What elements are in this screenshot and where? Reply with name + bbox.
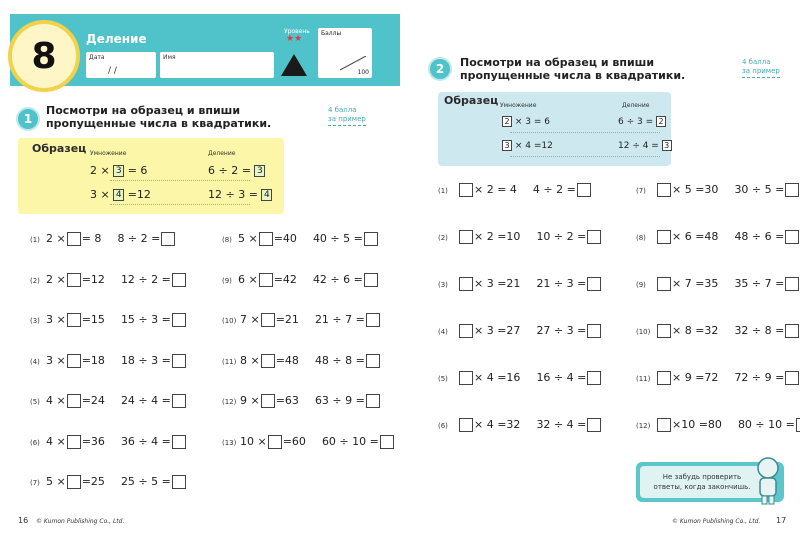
answer-box[interactable] <box>261 394 275 408</box>
answer-box[interactable] <box>172 435 186 449</box>
answer-box[interactable] <box>796 418 800 432</box>
answer-box[interactable] <box>459 277 473 291</box>
problem-row <box>438 371 602 385</box>
problem-division: 48 ÷ 8 = <box>314 353 365 367</box>
problem-number: (5) <box>30 398 40 406</box>
problem-number: (10) <box>222 317 237 325</box>
answer-box[interactable] <box>785 371 799 385</box>
problem-row <box>438 183 592 197</box>
problem-row <box>30 313 187 327</box>
right-copyright: © Kumon Publishing Co., Ltd. <box>672 518 761 525</box>
answer-box[interactable] <box>259 232 273 246</box>
problem-division: 18 ÷ 3 = <box>120 353 171 367</box>
problem-product: =63 <box>275 394 299 407</box>
problem-division: 42 ÷ 6 = <box>312 272 363 286</box>
answer-box[interactable] <box>785 277 799 291</box>
example-1-box: Образец Умножение Деление 2 × 3 = 6 6 ÷ 2 = 3 3 × 4 =12 12 ÷ 3 = 4 <box>18 138 284 214</box>
unit-title: Деление <box>86 32 147 46</box>
problem-row <box>30 354 187 368</box>
problem-division: 60 ÷ 10 = <box>321 434 379 448</box>
problem-row <box>222 435 395 449</box>
problem-division: 10 ÷ 2 = <box>536 230 587 243</box>
problem-division: 8 ÷ 2 = <box>117 232 161 245</box>
answer-box[interactable] <box>785 230 799 244</box>
problem-product: =12 <box>81 272 105 286</box>
answer-box[interactable] <box>366 394 380 408</box>
problem-row <box>222 394 381 408</box>
problem-multiplicand: 7 × <box>240 313 260 326</box>
problem-product: × 3 =21 <box>474 277 521 290</box>
name-field[interactable]: Имя <box>160 52 274 78</box>
problem-product: × 2 = 4 <box>474 183 517 196</box>
problem-product: ×10 =80 <box>672 418 722 431</box>
problem-division: 80 ÷ 10 = <box>737 418 795 431</box>
problem-product: × 9 =72 <box>672 371 719 384</box>
example-2-box: Образец Умножение Деление 2 × 3 = 6 6 ÷ 3 = 2 3 × 4 =12 12 ÷ 4 = 3 <box>438 92 671 166</box>
problem-number: (9) <box>636 281 646 289</box>
problem-number: (10) <box>636 328 651 336</box>
problem-multiplicand: 8 × <box>240 353 260 367</box>
problem-number: (13) <box>222 438 237 447</box>
problem-row <box>30 475 187 489</box>
problem-number: (12) <box>222 398 237 406</box>
problem-number: (8) <box>222 236 232 244</box>
left-page-number: 16 <box>18 516 29 525</box>
problem-row <box>636 324 800 338</box>
problem-product: =24 <box>81 394 105 407</box>
problem-row <box>438 324 602 338</box>
problem-number: (3) <box>438 281 448 289</box>
problem-division: 63 ÷ 9 = <box>314 394 365 407</box>
problem-product: × 7 =35 <box>672 277 719 290</box>
task-1-points: 4 балла за пример <box>328 106 366 126</box>
answer-box[interactable] <box>67 354 81 368</box>
problem-product: =25 <box>81 475 105 488</box>
answer-box[interactable] <box>172 394 186 408</box>
problem-product: =18 <box>81 353 105 367</box>
problem-division: 25 ÷ 5 = <box>120 475 171 488</box>
problem-division: 35 ÷ 7 = <box>734 277 785 290</box>
answer-box[interactable] <box>67 232 81 246</box>
problem-multiplicand: 2 × <box>46 272 66 286</box>
problem-number: (1) <box>30 236 40 244</box>
problem-division: 15 ÷ 3 = <box>120 313 171 326</box>
answer-box[interactable] <box>172 354 186 368</box>
task-1-instructions: Посмотри на образец и впиши пропущенные числа в квадратики. <box>46 104 272 130</box>
problem-division: 21 ÷ 3 = <box>536 277 587 290</box>
problem-number: (2) <box>30 276 40 285</box>
problem-number: (6) <box>438 422 448 430</box>
problem-row <box>636 371 800 385</box>
problem-row <box>438 230 602 244</box>
problem-product: =36 <box>81 434 105 448</box>
answer-box[interactable] <box>657 183 671 197</box>
answer-box[interactable] <box>785 324 799 338</box>
answer-box[interactable] <box>67 475 81 489</box>
answer-box[interactable] <box>261 354 275 368</box>
problem-division: 12 ÷ 2 = <box>120 272 171 286</box>
problem-row <box>636 183 800 197</box>
answer-box[interactable] <box>172 475 186 489</box>
problem-multiplicand: 4 × <box>46 434 66 448</box>
problem-product: =40 <box>273 232 297 245</box>
answer-box[interactable] <box>364 232 378 246</box>
answer-box[interactable] <box>366 313 380 327</box>
problem-multiplicand: 3 × <box>46 313 66 326</box>
problem-number: (4) <box>30 357 40 366</box>
answer-box[interactable] <box>459 324 473 338</box>
answer-box[interactable] <box>577 183 591 197</box>
problem-row <box>30 273 187 287</box>
score-box[interactable]: Баллы 100 <box>318 28 372 78</box>
problem-division: 32 ÷ 8 = <box>734 324 785 337</box>
task-1-badge: 1 <box>16 107 40 131</box>
problem-number: (3) <box>30 317 40 325</box>
problem-number: (2) <box>438 234 448 242</box>
problem-multiplicand: 3 × <box>46 353 66 367</box>
right-page-number: 17 <box>776 516 787 525</box>
problem-number: (7) <box>30 479 40 487</box>
problem-product: × 4 =16 <box>474 371 521 384</box>
answer-box[interactable] <box>67 313 81 327</box>
date-field[interactable]: Дата / / <box>86 52 156 78</box>
task-2-instructions: Посмотри на образец и впиши пропущенные числа в квадратики. <box>460 56 686 82</box>
problem-division: 36 ÷ 4 = <box>120 434 171 448</box>
problem-row <box>636 277 800 291</box>
answer-box[interactable] <box>366 354 380 368</box>
problem-number: (4) <box>438 328 448 336</box>
problem-multiplicand: 9 × <box>240 394 260 407</box>
problem-multiplicand: 2 × <box>46 232 66 245</box>
problem-number: (1) <box>438 187 448 195</box>
answer-box[interactable] <box>67 273 81 287</box>
problem-row <box>222 273 379 287</box>
problem-number: (6) <box>30 438 40 447</box>
problem-product: = 8 <box>81 232 102 245</box>
answer-box[interactable] <box>459 371 473 385</box>
problem-division: 40 ÷ 5 = <box>312 232 363 245</box>
problem-division: 48 ÷ 6 = <box>734 230 785 243</box>
problem-division: 16 ÷ 4 = <box>536 371 587 384</box>
problem-division: 24 ÷ 4 = <box>120 394 171 407</box>
level-stars: ★★ <box>286 34 303 44</box>
problem-product: =60 <box>282 434 306 448</box>
answer-box[interactable] <box>587 230 601 244</box>
problem-product: × 2 =10 <box>474 230 521 243</box>
problem-row <box>222 354 381 368</box>
problem-number: (7) <box>636 187 646 195</box>
level-label: Уровень <box>284 28 310 35</box>
reminder-note: Не забудь проверить ответы, когда закончишь. <box>636 462 784 502</box>
answer-box[interactable] <box>587 418 601 432</box>
problem-product: =21 <box>275 313 299 326</box>
answer-box[interactable] <box>657 277 671 291</box>
problem-division: 72 ÷ 9 = <box>734 371 785 384</box>
problem-row <box>222 313 381 327</box>
task-2-badge: 2 <box>428 57 452 81</box>
answer-box[interactable] <box>364 273 378 287</box>
problem-division: 30 ÷ 5 = <box>734 183 785 196</box>
answer-box[interactable] <box>67 435 81 449</box>
task-2-points: 4 балла за пример <box>742 58 780 78</box>
problem-row <box>438 277 602 291</box>
answer-box[interactable] <box>785 183 799 197</box>
answer-box[interactable] <box>459 183 473 197</box>
answer-box[interactable] <box>657 418 671 432</box>
unit-number-badge: 8 <box>8 20 80 92</box>
problem-row <box>438 418 602 432</box>
answer-box[interactable] <box>67 394 81 408</box>
problem-row <box>636 230 800 244</box>
answer-box[interactable] <box>261 313 275 327</box>
problem-division: 4 ÷ 2 = <box>532 183 576 196</box>
problem-product: × 5 =30 <box>672 183 719 196</box>
answer-box[interactable] <box>587 371 601 385</box>
problem-product: × 8 =32 <box>672 324 719 337</box>
answer-box[interactable] <box>657 324 671 338</box>
answer-box[interactable] <box>587 324 601 338</box>
answer-box[interactable] <box>380 435 394 449</box>
problem-multiplicand: 5 × <box>238 232 258 245</box>
problem-row <box>30 394 187 408</box>
problem-multiplicand: 6 × <box>238 272 258 286</box>
level-triangle-icon <box>281 54 307 76</box>
problem-multiplicand: 10 × <box>240 434 267 448</box>
problem-multiplicand: 4 × <box>46 394 66 407</box>
problem-division: 32 ÷ 4 = <box>536 418 587 431</box>
problem-product: =15 <box>81 313 105 326</box>
problem-number: (9) <box>222 276 232 285</box>
problem-row <box>30 232 176 246</box>
answer-box[interactable] <box>268 435 282 449</box>
answer-box[interactable] <box>459 230 473 244</box>
problem-row <box>30 435 187 449</box>
problem-number: (11) <box>222 357 237 366</box>
problem-row <box>636 418 800 432</box>
answer-box[interactable] <box>657 230 671 244</box>
problem-product: =42 <box>273 272 297 286</box>
answer-box[interactable] <box>161 232 175 246</box>
answer-box[interactable] <box>657 371 671 385</box>
problem-product: × 3 =27 <box>474 324 521 337</box>
problem-number: (5) <box>438 375 448 383</box>
left-copyright: © Kumon Publishing Co., Ltd. <box>36 518 125 525</box>
problem-number: (11) <box>636 375 651 383</box>
astronaut-icon <box>752 456 784 506</box>
answer-box[interactable] <box>172 313 186 327</box>
problem-number: (12) <box>636 422 651 430</box>
answer-box[interactable] <box>259 273 273 287</box>
problem-product: =48 <box>275 353 299 367</box>
problem-multiplicand: 5 × <box>46 475 66 488</box>
answer-box[interactable] <box>587 277 601 291</box>
answer-box[interactable] <box>172 273 186 287</box>
problem-product: × 4 =32 <box>474 418 521 431</box>
answer-box[interactable] <box>459 418 473 432</box>
problem-row <box>222 232 379 246</box>
problem-number: (8) <box>636 234 646 242</box>
problem-product: × 6 =48 <box>672 230 719 243</box>
problem-division: 27 ÷ 3 = <box>536 324 587 337</box>
problem-division: 21 ÷ 7 = <box>314 313 365 326</box>
